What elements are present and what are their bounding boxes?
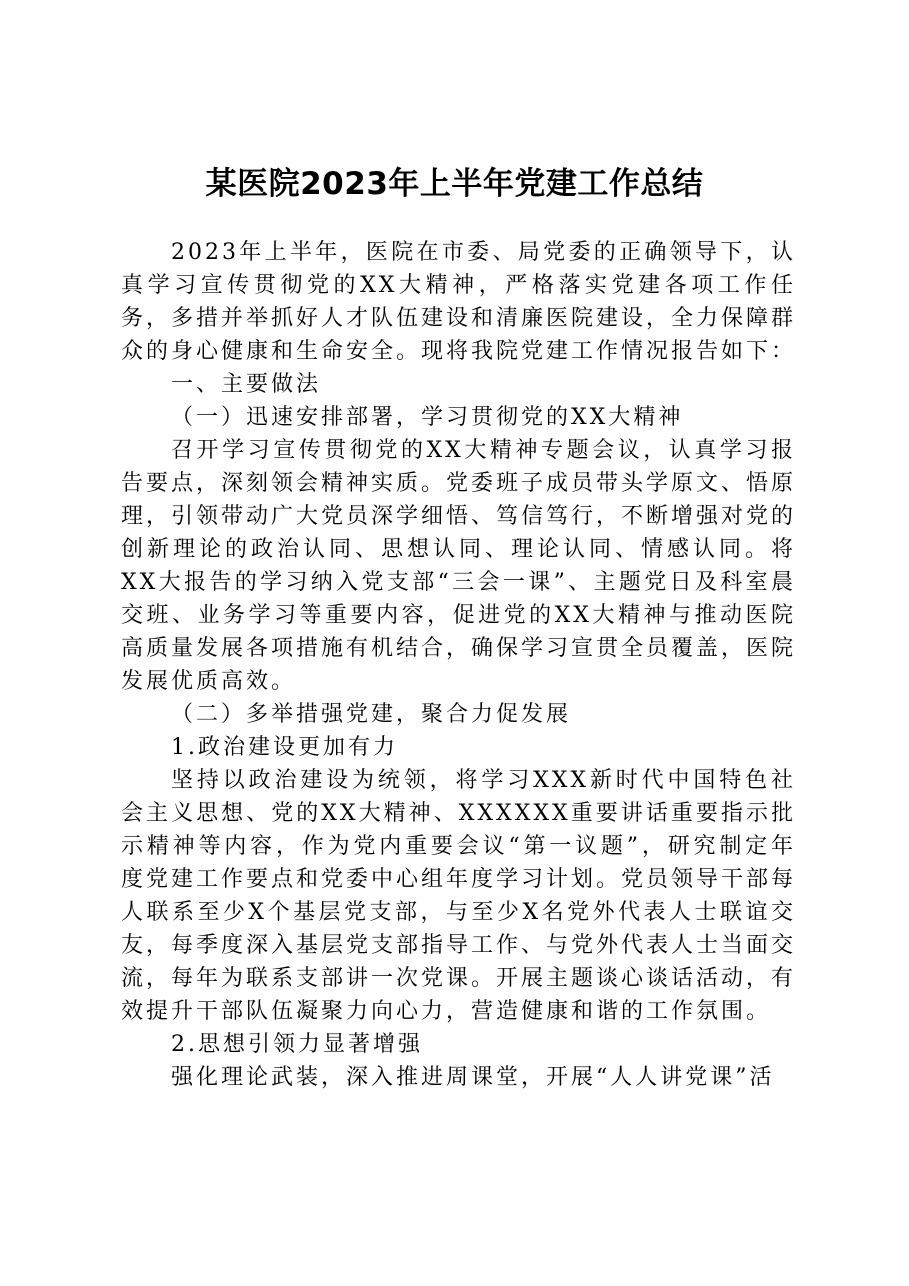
intro-paragraph: 2023年上半年，医院在市委、局党委的正确领导下，认真学习宣传贯彻党的XX大精神，严格落实党建各项工作任务，多措并举抓好人才队伍建设和清廉医院建设，全力保障群众的身心健康和生命安全。现将我院党建工作情况报告如下：: [121, 240, 797, 364]
document-title: 某医院2023年上半年党建工作总结: [205, 166, 704, 202]
subsection-heading-1: （一）迅速安排部署，学习贯彻党的XX大精神: [171, 405, 684, 430]
section-heading-main-practices: 一、主要做法: [171, 372, 322, 397]
body-paragraph-truncated: 强化理论武装，深入推进周课堂，开展“人人讲党课”活: [171, 1065, 775, 1090]
subsection-heading-2: （二）多举措强党建，聚合力促发展: [171, 702, 572, 727]
body-paragraph: 召开学习宣传贯彻党的XX大精神专题会议，认真学习报告要点，深刻领会精神实质。党委班子成员带头学原文、悟原理，引领带动广大党员深学细悟、笃信笃行，不断增强对党的创新理论的政治认同、思想认同、理论认同、情感认同。将XX大报告的学习纳入党支部“三会一课”、主题党日及科室晨交班、业务学习等重要内容，促进党的XX大精神与推动医院高质量发展各项措施有机结合，确保学习宣贯全员覆盖，医院发展优质高效。: [121, 438, 797, 694]
item-heading-ideological: 2.思想引领力显著增强: [171, 1032, 423, 1057]
body-paragraph: 坚持以政治建设为统领，将学习XXX新时代中国特色社会主义思想、党的XX大精神、XXXXXX重要讲话重要指示批示精神等内容，作为党内重要会议“第一议题”，研究制定年度党建工作要点和党委中心组年度学习计划。党员领导干部每人联系至少X个基层党支部，与至少X名党外代表人士联谊交友，每季度深入基层党支部指导工作、与党外代表人士当面交流，每年为联系支部讲一次党课。开展主题谈心谈话活动，有效提升干部队伍凝聚力向心力，营造健康和谐的工作氛围。: [121, 768, 797, 1024]
item-heading-political: 1.政治建设更加有力: [171, 735, 398, 760]
document-body: [121, 236, 796, 1094]
